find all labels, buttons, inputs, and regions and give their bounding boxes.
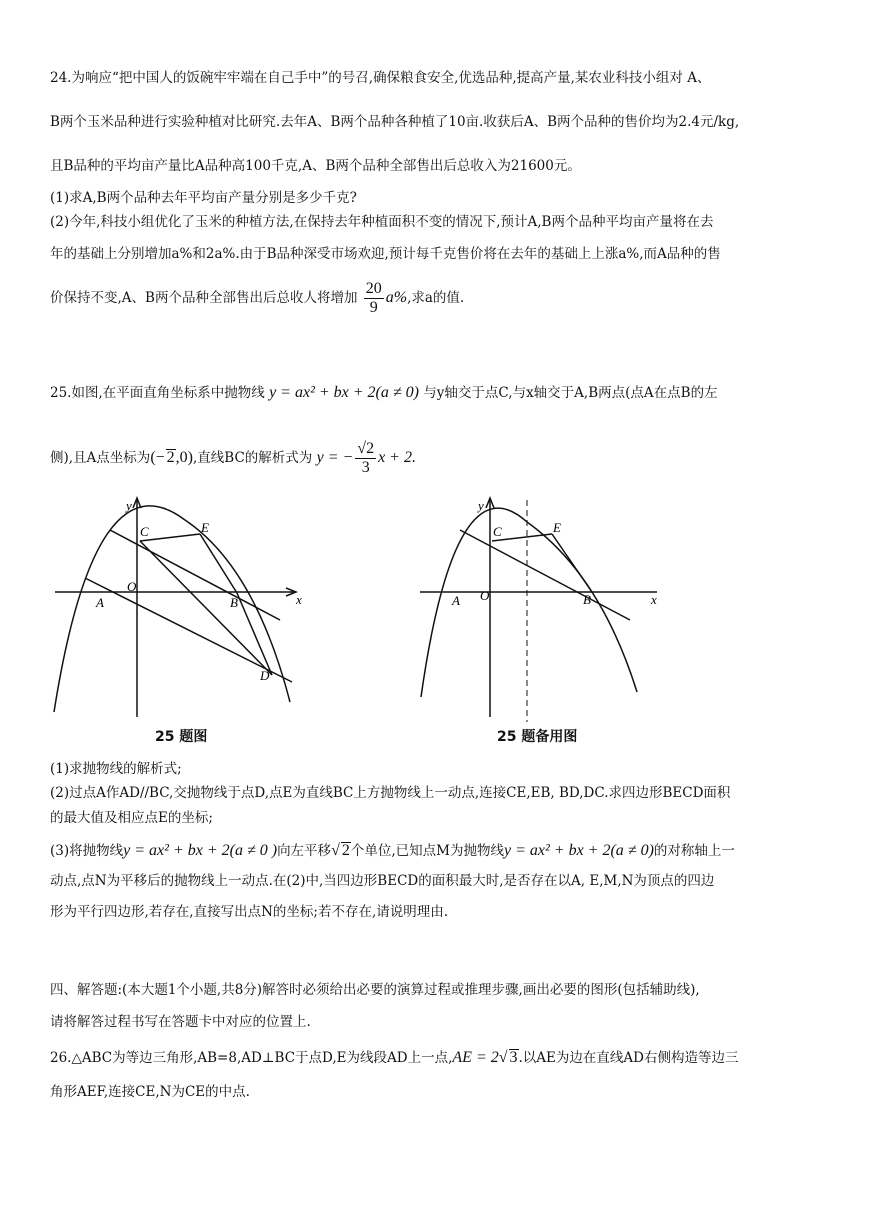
q25-part-3-line-1: (3)将抛物线y = ax² + bx + 2(a ≠ 0 )向左平移√ 2个单位,已知点M为抛物线y = ax² + bx + 2(a ≠ 0)的对称轴上一	[50, 842, 735, 859]
ae-equation: AE = 2	[452, 1049, 499, 1066]
label-c: C	[493, 524, 502, 539]
q25-part-3-line-2: 动点,点N为平移后的抛物线上一动点.在(2)中,当四边形BECD的面积最大时,是否存在以A, E,M,N为顶点的四边	[50, 873, 715, 889]
point-a-close: ,0)	[175, 449, 193, 466]
fraction-numerator: √2	[357, 440, 375, 457]
line-eq-start: y = −	[316, 449, 354, 466]
parabola-equation: y = ax² + bx + 2(a ≠ 0)	[269, 384, 419, 401]
parabola-equation: y = ax² + bx + 2(a ≠ 0 )	[123, 842, 278, 859]
line-bc	[110, 530, 280, 620]
figure-25	[50, 492, 330, 722]
q25-part-2-line-1: (2)过点A作AD//BC,交抛物线于点D,点E为直线BC上方抛物线上一动点,连接CE,EB, BD,DC.求四边形BECD面积	[50, 785, 731, 801]
q24-text: 价保持不变,A、B两个品种全部售出后总收人将增加	[50, 290, 358, 306]
q25-line-2	[50, 440, 416, 477]
sqrt-2: 2	[166, 449, 175, 466]
label-y: y	[126, 498, 132, 513]
label-e: E	[201, 520, 209, 535]
label-b: B	[230, 595, 238, 610]
section-4-line-2: 请将解答过程书写在答题卡中对应的位置上.	[50, 1014, 311, 1030]
q24-part-2-line-3	[50, 280, 464, 317]
q24-line-3: 且B品种的平均亩产量比A品种高100千克,A、B两个品种全部售出后总收入为21600元。	[50, 158, 581, 174]
q25-text: 25.如图,在平面直角坐标系中抛物线	[50, 385, 265, 401]
line-eq-end: x + 2.	[378, 449, 416, 466]
label-b: B	[583, 592, 591, 607]
figure-25-backup-caption: 25 题备用图	[497, 729, 578, 745]
label-x: x	[296, 592, 302, 607]
q24-line-2: B两个玉米品种进行实验种植对比研究.去年A、B两个品种各种植了10亩.收获后A、B两个品种的售价均为2.4元/kg,	[50, 114, 740, 130]
label-o: O	[480, 588, 490, 603]
q25-text-3: 侧),且A点坐标为	[50, 450, 151, 466]
q24-part-2-line-2: 年的基础上分别增加a%和2a%.由于B品种深受市场欢迎,预计每千克售价将在去年的基础上上涨a%,而A品种的售	[50, 246, 721, 262]
segment-eb	[200, 534, 237, 593]
label-c: C	[140, 524, 149, 539]
segment-ce	[140, 534, 200, 541]
q25-part-3-line-3: 形为平行四边形,若存在,直接写出点N的坐标;若不存在,请说明理由.	[50, 904, 449, 920]
label-e: E	[553, 520, 561, 535]
label-x: x	[651, 592, 657, 607]
q24-part-1: (1)求A,B两个品种去年平均亩产量分别是多少千克?	[50, 190, 357, 206]
parabola-equation-2: y = ax² + bx + 2(a ≠ 0)	[503, 842, 654, 859]
q25-part-2-line-2: 的最大值及相应点E的坐标;	[50, 810, 213, 826]
fraction-numerator: 20	[365, 280, 382, 297]
q25-text-4: ,直线BC的解析式为	[193, 450, 313, 466]
line-bc	[460, 530, 630, 620]
segment-eb	[552, 534, 592, 592]
q26-text: 26.△ABC为等边三角形,AB=8,AD⊥BC于点D,E为线段AD上一点,	[50, 1050, 453, 1066]
fraction-denominator: 3	[361, 459, 370, 476]
segment-cd	[140, 541, 272, 675]
q25-p3-text-3: 个单位,已知点M为抛物线	[350, 843, 504, 859]
a-percent: a%	[385, 289, 408, 306]
q24-part-2-line-1: (2)今年,科技小组优化了玉米的种植方法,在保持去年种植面积不变的情况下,预计A,B两个品种平均亩产量将在去	[50, 214, 714, 230]
q25-p3-text-4: 的对称轴上一	[653, 843, 735, 859]
q26-line-1: 26.△ABC为等边三角形,AB=8,AD⊥BC于点D,E为线段AD上一点,AE = 2√ 3.以AE为边在直线AD右侧构造等边三	[50, 1049, 739, 1066]
section-4-line-1: 四、解答题:(本大题1个小题,共8分)解答时必须给出必要的演算过程或推理步骤,画出必要的图形(包括辅助线),	[50, 982, 700, 998]
sqrt-3: 3	[509, 1049, 518, 1066]
fraction-sqrt2-3	[355, 440, 376, 477]
figure-25-caption: 25 题图	[155, 729, 208, 745]
q26-line-2: 角形AEF,连接CE,N为CE的中点.	[50, 1084, 250, 1100]
fraction-20-9	[364, 280, 384, 317]
label-a: A	[452, 593, 460, 608]
label-y: y	[478, 498, 484, 513]
point-a-open: (−	[150, 449, 165, 466]
line-ad	[85, 578, 292, 682]
label-a: A	[96, 595, 104, 610]
q25-part-1: (1)求抛物线的解析式;	[50, 761, 182, 777]
fraction-denominator: 9	[369, 299, 378, 316]
q25-text-2: 与y轴交于点C,与x轴交于A,B两点(点A在点B的左	[423, 385, 718, 401]
q25-line-1	[50, 383, 718, 403]
q26-text-2: .以AE为边在直线AD右侧构造等边三	[518, 1050, 739, 1066]
sqrt-2: 2	[341, 842, 350, 859]
label-d: D	[260, 668, 270, 683]
q24-line-1: 24.为响应“把中国人的饭碗牢牢端在自己手中”的号召,确保粮食安全,优选品种,提高产量,某农业科技小组对 A、	[50, 70, 711, 86]
figure-25-backup	[415, 492, 665, 722]
q24-text-end: ,求a的值.	[407, 290, 465, 306]
label-o: O	[127, 579, 137, 594]
q25-p3-text-2: 向左平移	[277, 843, 332, 859]
q25-p3-text: (3)将抛物线	[50, 843, 124, 859]
